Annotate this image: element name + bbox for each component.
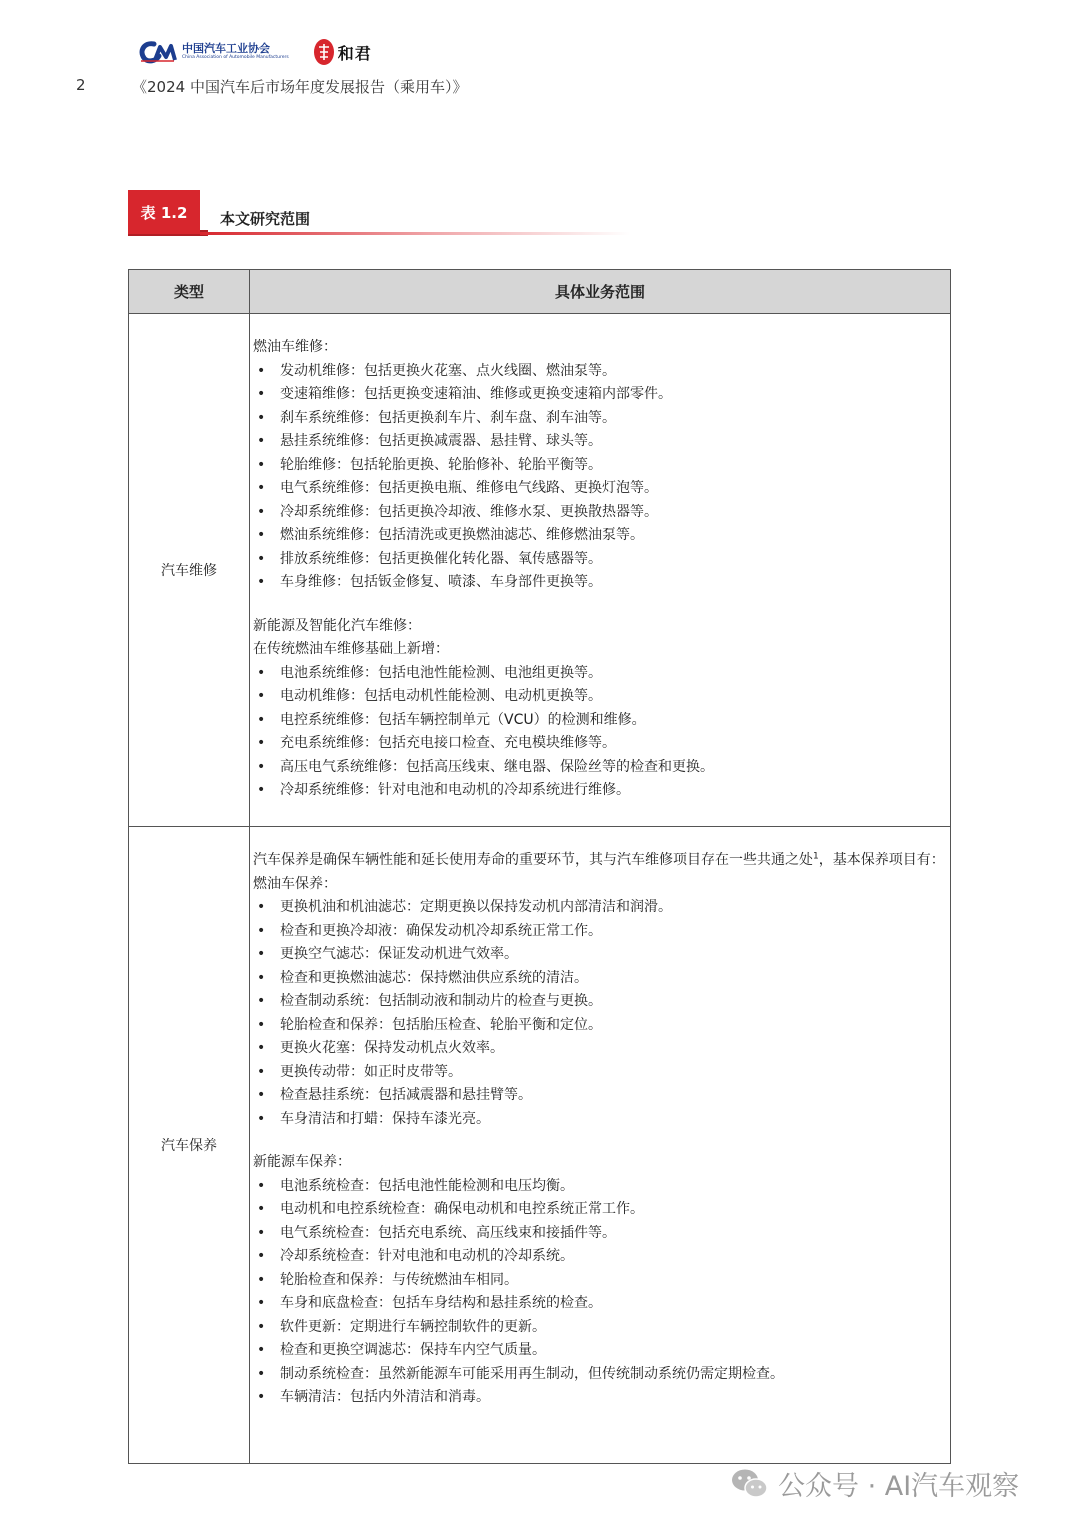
list-item-text: 更换空气滤芯：保证发动机进气效率。 <box>280 946 518 962</box>
list-item-text: 检查和更换燃油滤芯：保持燃油供应系统的清洁。 <box>280 969 588 986</box>
list-item <box>253 1037 946 1061</box>
nev-maintenance-heading: 新能源车保养： <box>253 1154 351 1170</box>
bullet-marker: • <box>257 1087 266 1103</box>
list-item-text: 更换传动带：如正时皮带等。 <box>280 1063 462 1080</box>
partner-name: 和君 <box>337 43 372 63</box>
bullet-marker: • <box>257 688 266 704</box>
fuel-repair-list <box>253 360 946 595</box>
list-item-text: 软件更新：定期进行车辆控制软件的更新。 <box>280 1318 546 1335</box>
bullet-marker: • <box>257 527 266 543</box>
bullet-marker: • <box>257 946 266 962</box>
list-item-text: 轮胎检查和保养：包括胎压检查、轮胎平衡和定位。 <box>280 1016 602 1033</box>
list-item <box>253 548 946 572</box>
nev-maintenance-list <box>253 1175 946 1410</box>
maintenance-intro <box>253 849 946 873</box>
list-item <box>253 732 946 756</box>
list-item <box>253 1222 946 1246</box>
list-item <box>253 1108 946 1132</box>
list-item-text: 冷却系统维修：针对电池和电动机的冷却系统进行维修。 <box>280 782 630 798</box>
page-number: 2 <box>76 76 86 94</box>
list-item <box>253 1316 946 1340</box>
list-item-text: 轮胎检查和保养：与传统燃油车相同。 <box>280 1271 518 1288</box>
list-item <box>253 943 946 967</box>
list-item-text: 电气系统检查：包括充电系统、高压线束和接插件等。 <box>280 1224 616 1241</box>
list-item-text: 车身维修：包括钣金修复、喷漆、车身部件更换等。 <box>280 574 602 590</box>
list-item <box>253 1386 946 1410</box>
list-item <box>253 1084 946 1108</box>
list-item <box>253 383 946 407</box>
scope-cell-maintenance <box>250 827 951 1464</box>
list-item <box>253 430 946 454</box>
bullet-marker: • <box>257 735 266 751</box>
list-item <box>253 1175 946 1199</box>
bullet-marker: • <box>257 711 266 728</box>
list-item <box>253 1198 946 1222</box>
bullet-marker: • <box>257 1177 266 1194</box>
type-cell-maintenance: 汽车保养 <box>129 827 250 1464</box>
list-item-text: 车身和底盘检查：包括车身结构和悬挂系统的检查。 <box>280 1295 602 1311</box>
bullet-marker: • <box>257 409 266 426</box>
list-item <box>253 524 946 548</box>
list-item-text: 高压电气系统维修：包括高压线束、继电器、保险丝等的检查和更换。 <box>280 758 714 775</box>
bullet-marker: • <box>257 456 266 473</box>
list-item <box>253 407 946 431</box>
list-item <box>253 896 946 920</box>
list-item-text: 检查悬挂系统：包括减震器和悬挂臂等。 <box>280 1087 532 1103</box>
bullet-marker: • <box>257 1365 266 1382</box>
table-header-row <box>129 270 951 314</box>
list-item-text: 电控系统维修：包括车辆控制单元（VCU）的检测和维修。 <box>280 711 646 728</box>
list-item <box>253 967 946 991</box>
list-item-text: 电动机维修：包括电动机性能检测、电动机更换等。 <box>280 688 602 704</box>
list-item <box>253 1269 946 1293</box>
bullet-marker: • <box>257 433 266 449</box>
table-title: 本文研究范围 <box>220 210 311 228</box>
bullet-marker: • <box>257 1271 266 1288</box>
list-item <box>253 756 946 780</box>
wechat-watermark <box>730 1464 1019 1503</box>
list-item <box>253 1014 946 1038</box>
nev-repair-list <box>253 662 946 803</box>
header-logos <box>138 36 372 68</box>
list-item <box>253 1292 946 1316</box>
bullet-marker: • <box>257 1342 266 1358</box>
bullet-marker: • <box>257 1295 266 1311</box>
list-item <box>253 1363 946 1387</box>
list-item <box>253 920 946 944</box>
fuel-maintenance-list <box>253 896 946 1131</box>
list-item-text: 冷却系统检查：针对电池和电动机的冷却系统。 <box>280 1248 574 1264</box>
list-item <box>253 1245 946 1269</box>
list-item-text: 电池系统维修：包括电池性能检测、电池组更换等。 <box>280 664 602 681</box>
partner-logo <box>313 38 372 66</box>
wechat-icon <box>730 1467 770 1501</box>
list-item-text: 车辆清洁：包括内外清洁和消毒。 <box>280 1389 490 1405</box>
list-item-text: 检查和更换冷却液：确保发动机冷却系统正常工作。 <box>280 922 602 939</box>
list-item-text: 发动机维修：包括更换火花塞、点火线圈、燃油泵等。 <box>280 362 616 379</box>
bullet-marker: • <box>257 1040 266 1056</box>
list-item <box>253 990 946 1014</box>
bullet-marker: • <box>257 550 266 567</box>
list-item-text: 电气系统维修：包括更换电瓶、维修电气线路、更换灯泡等。 <box>280 480 658 496</box>
bullet-marker: • <box>257 899 266 915</box>
table-row-repair <box>129 314 951 827</box>
list-item-text: 更换机油和机油滤芯：定期更换以保持发动机内部清洁和润滑。 <box>280 899 672 915</box>
table-caption <box>128 190 628 242</box>
list-item-text: 排放系统维修：包括更换催化转化器、氧传感器等。 <box>280 550 602 567</box>
org-name-cn: 中国汽车工业协会 <box>182 42 270 56</box>
fuel-maintenance-heading: 燃油车保养： <box>253 875 337 892</box>
header-type: 类型 <box>129 270 250 314</box>
list-item-text: 冷却系统维修：包括更换冷却液、维修水泵、更换散热器等。 <box>280 503 658 520</box>
bullet-marker: • <box>257 386 266 402</box>
list-item <box>253 1061 946 1085</box>
list-item <box>253 662 946 686</box>
list-item-text: 电池系统检查：包括电池性能检测和电压均衡。 <box>280 1177 574 1194</box>
list-item <box>253 477 946 501</box>
list-item-text: 电动机和电控系统检查：确保电动机和电控系统正常工作。 <box>280 1201 644 1217</box>
bullet-marker: • <box>257 362 266 379</box>
list-item-text: 刹车系统维修：包括更换刹车片、刹车盘、刹车油等。 <box>280 409 616 426</box>
list-item-text: 车身清洁和打蜡：保持车漆光亮。 <box>280 1110 490 1127</box>
bullet-marker: • <box>257 1016 266 1033</box>
bullet-marker: • <box>257 1063 266 1080</box>
list-item-text: 燃油系统维修：包括清洗或更换燃油滤芯、维修燃油泵等。 <box>280 527 644 543</box>
nev-repair-subheading: 在传统燃油车维修基础上新增： <box>253 641 449 657</box>
bullet-marker: • <box>257 1248 266 1264</box>
header-scope: 具体业务范围 <box>250 270 951 314</box>
hejun-seal-icon <box>313 38 335 66</box>
list-item <box>253 709 946 733</box>
table-row-maintenance <box>129 827 951 1464</box>
watermark-text: 公众号 · AI汽车观察 <box>778 1471 1020 1502</box>
list-item <box>253 779 946 803</box>
scope-table <box>128 269 951 1464</box>
bullet-marker: • <box>257 503 266 520</box>
list-item-text: 变速箱维修：包括更换变速箱油、维修或更换变速箱内部零件。 <box>280 386 672 402</box>
report-title: 《2024 中国汽车后市场年度发展报告（乘用车）》 <box>132 78 468 96</box>
bullet-marker: • <box>257 1389 266 1405</box>
bullet-marker: • <box>257 758 266 775</box>
bullet-marker: • <box>257 782 266 798</box>
bullet-marker: • <box>257 664 266 681</box>
list-item-text: 检查和更换空调滤芯：保持车内空气质量。 <box>280 1342 546 1358</box>
list-item <box>253 360 946 384</box>
bullet-marker: • <box>257 480 266 496</box>
list-item <box>253 571 946 595</box>
list-item <box>253 454 946 478</box>
list-item-text: 检查制动系统：包括制动液和制动片的检查与更换。 <box>280 993 602 1009</box>
caam-logo-icon <box>138 39 178 65</box>
list-item-text: 更换火花塞：保持发动机点火效率。 <box>280 1040 504 1056</box>
fuel-repair-heading: 燃油车维修： <box>253 339 337 355</box>
bullet-marker: • <box>257 1110 266 1127</box>
list-item <box>253 1339 946 1363</box>
table-number-badge: 表 1.2 <box>128 190 200 234</box>
bullet-marker: • <box>257 922 266 939</box>
bullet-marker: • <box>257 1318 266 1335</box>
bullet-marker: • <box>257 1201 266 1217</box>
maintenance-intro-tail: ，基本保养项目有： <box>818 852 945 868</box>
bullet-marker: • <box>257 1224 266 1241</box>
list-item-text: 轮胎维修：包括轮胎更换、轮胎修补、轮胎平衡等。 <box>280 456 602 473</box>
caption-underline <box>200 232 630 235</box>
list-item-text: 悬挂系统维修：包括更换减震器、悬挂臂、球头等。 <box>280 433 602 449</box>
bullet-marker: • <box>257 993 266 1009</box>
bullet-marker: • <box>257 969 266 986</box>
type-cell-repair: 汽车维修 <box>129 314 250 827</box>
nev-repair-heading: 新能源及智能化汽车维修： <box>253 617 421 634</box>
org-name-en: China Association of Automobile Manufacturers <box>182 55 289 61</box>
maintenance-intro-text: 汽车保养是确保车辆性能和延长使用寿命的重要环节，其与汽车维修项目存在一些共通之处 <box>253 852 813 868</box>
bullet-marker: • <box>257 574 266 590</box>
list-item-text: 制动系统检查：虽然新能源车可能采用再生制动，但传统制动系统仍需定期检查。 <box>280 1365 784 1382</box>
list-item <box>253 685 946 709</box>
list-item-text: 充电系统维修：包括充电接口检查、充电模块维修等。 <box>280 735 616 751</box>
footnote-marker: 1 <box>813 851 819 862</box>
scope-cell-repair <box>250 314 951 827</box>
list-item <box>253 501 946 525</box>
